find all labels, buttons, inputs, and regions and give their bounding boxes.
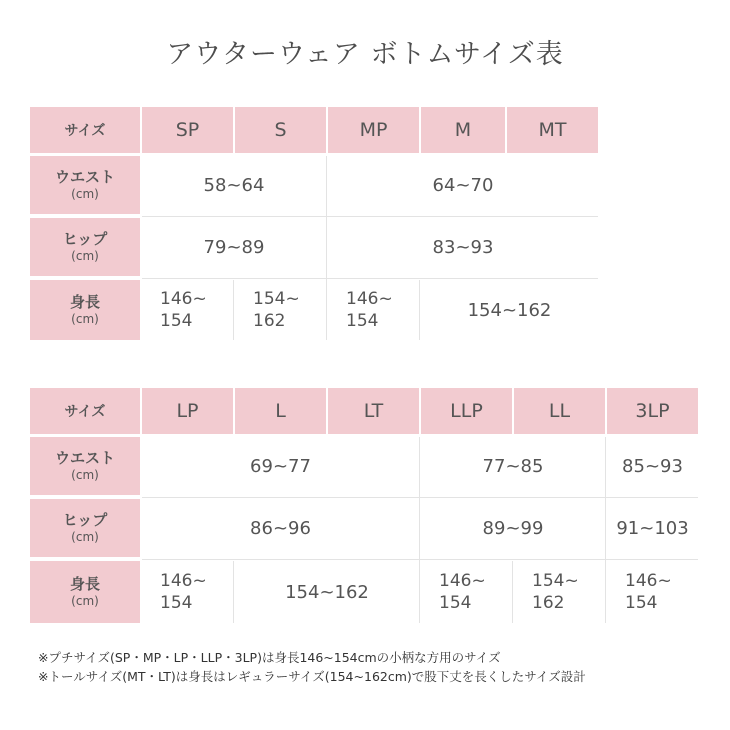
row-label-text: 身長	[69, 293, 100, 312]
row-unit: (cm)	[71, 593, 99, 608]
row-label-text: ヒップ	[62, 511, 108, 530]
footnotes	[38, 648, 586, 686]
size-col-mt: MT	[507, 107, 598, 153]
row-divider	[142, 497, 698, 498]
column-divider	[605, 437, 606, 623]
height-value	[235, 280, 326, 340]
row-label-text: ウエスト	[54, 168, 115, 187]
footnote-tall: ※トールサイズ(MT・LT)は身長はレギュラーサイズ(154~162cm)で股下丈を長くしたサイズ設計	[38, 669, 586, 684]
row-divider	[142, 278, 598, 279]
height-range-start: 146~	[160, 288, 207, 309]
page-title: アウターウェア ボトムサイズ表	[166, 39, 564, 70]
height-range-end: 162	[253, 311, 286, 331]
height-range-end: 162	[532, 593, 565, 613]
hip-value: 91~103	[607, 499, 698, 557]
height-value	[607, 561, 698, 623]
waist-value: 77~85	[421, 437, 605, 495]
size-col-3lp: 3LP	[607, 388, 698, 434]
height-value	[328, 280, 419, 340]
height-range-start: 146~	[346, 288, 393, 309]
column-divider	[233, 280, 234, 340]
row-label-hip	[30, 499, 140, 557]
waist-value: 85~93	[607, 437, 698, 495]
height-value	[142, 280, 233, 340]
size-col-lp: LP	[142, 388, 233, 434]
height-value	[514, 561, 605, 623]
row-unit: (cm)	[71, 467, 99, 482]
height-range-start: 146~	[160, 570, 207, 591]
column-divider	[512, 561, 513, 623]
row-label-height	[30, 280, 140, 340]
size-col-s: S	[235, 107, 326, 153]
height-range-start: 146~	[439, 570, 486, 591]
row-unit: (cm)	[71, 529, 99, 544]
hip-value: 79~89	[142, 218, 326, 276]
size-header-label: サイズ	[30, 388, 140, 434]
height-range-end: 154	[439, 593, 472, 613]
row-unit: (cm)	[71, 248, 99, 263]
waist-value: 64~70	[328, 156, 598, 214]
height-range-end: 154	[346, 311, 379, 331]
row-unit: (cm)	[71, 186, 99, 201]
row-label-waist	[30, 156, 140, 214]
column-divider	[419, 437, 420, 623]
height-range-end: 154	[160, 593, 193, 613]
size-col-lt: LT	[328, 388, 419, 434]
height-value	[142, 561, 233, 623]
height-value	[421, 561, 512, 623]
size-col-mp: MP	[328, 107, 419, 153]
waist-value: 58~64	[142, 156, 326, 214]
row-label-waist	[30, 437, 140, 495]
size-col-llp: LLP	[421, 388, 512, 434]
footnote-petite: ※プチサイズ(SP・MP・LP・LLP・3LP)は身長146~154cmの小柄な方用のサイズ	[38, 650, 501, 665]
waist-value: 69~77	[142, 437, 419, 495]
row-label-text: ヒップ	[62, 230, 108, 249]
size-header-label: サイズ	[30, 107, 140, 153]
row-divider	[142, 559, 698, 560]
row-label-hip	[30, 218, 140, 276]
row-label-height	[30, 561, 140, 623]
row-label-text: 身長	[69, 575, 100, 594]
height-range-start: 154~	[253, 288, 300, 309]
hip-value: 86~96	[142, 499, 419, 557]
hip-value: 83~93	[328, 218, 598, 276]
row-unit: (cm)	[71, 311, 99, 326]
height-range-start: 154~	[532, 570, 579, 591]
column-divider	[419, 280, 420, 340]
hip-value: 89~99	[421, 499, 605, 557]
row-label-text: ウエスト	[54, 449, 115, 468]
height-range-start: 146~	[625, 570, 672, 591]
height-value: 154~162	[421, 280, 598, 340]
size-col-ll: LL	[514, 388, 605, 434]
row-divider	[142, 216, 598, 217]
height-range-end: 154	[625, 593, 658, 613]
column-divider	[233, 561, 234, 623]
column-divider	[326, 156, 327, 340]
height-range-end: 154	[160, 311, 193, 331]
height-value: 154~162	[235, 561, 419, 623]
size-col-l: L	[235, 388, 326, 434]
size-col-sp: SP	[142, 107, 233, 153]
size-col-m: M	[421, 107, 505, 153]
